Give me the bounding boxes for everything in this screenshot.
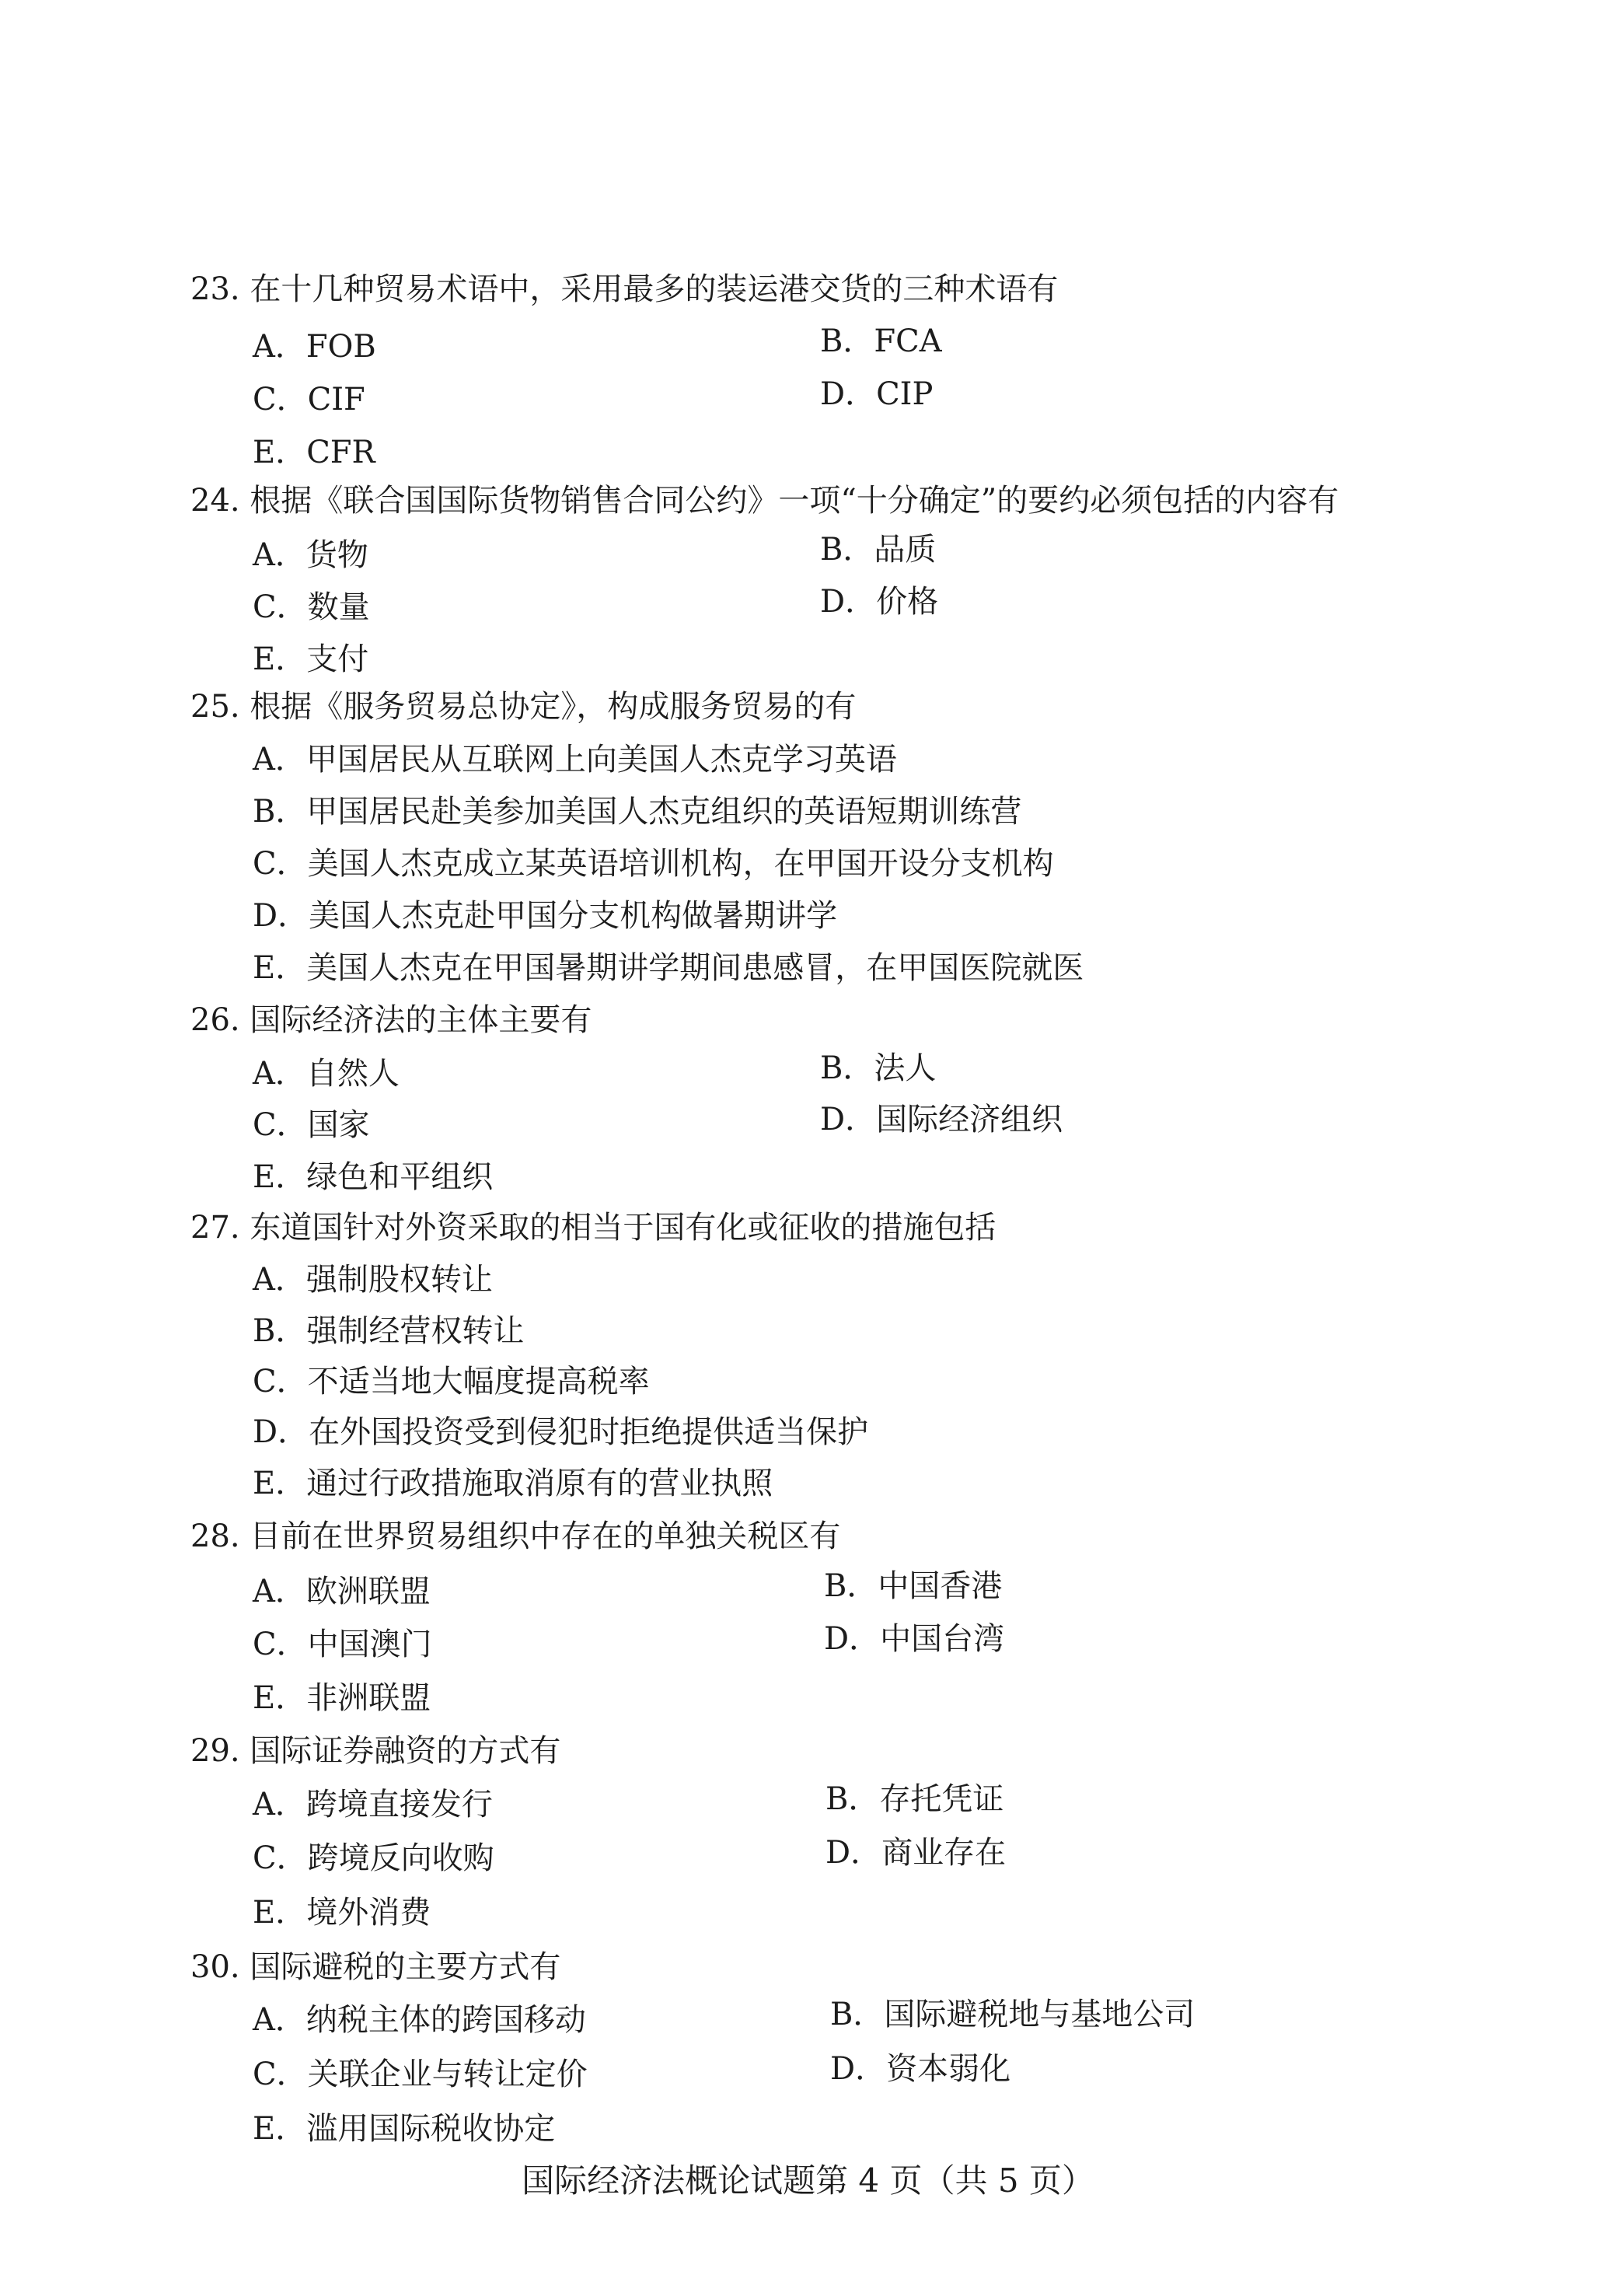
question-text: 在十几种贸易术语中，采用最多的装运港交货的三种术语有 <box>250 271 1059 307</box>
question-number: 28. <box>190 1518 240 1554</box>
question-26-stem <box>190 1001 592 1039</box>
question-27-option-e: E．通过行政措施取消原有的营业执照 <box>253 1466 773 1501</box>
question-28-option-c: C．中国澳门 <box>253 1627 432 1662</box>
question-25-option-e: E．美国人杰克在甲国暑期讲学期间患感冒，在甲国医院就医 <box>253 950 1084 986</box>
question-29-stem <box>190 1732 560 1770</box>
question-29-option-c: C．跨境反向收购 <box>253 1840 494 1876</box>
question-26-option-d: D．国际经济组织 <box>820 1102 1063 1138</box>
question-27-option-a: A．强制股权转让 <box>253 1262 493 1298</box>
question-26-option-e: E．绿色和平组织 <box>253 1159 494 1195</box>
question-number: 25. <box>190 689 240 725</box>
question-23-option-a: A．FOB <box>253 329 376 365</box>
question-24-option-b: B．品质 <box>820 532 937 568</box>
question-30-option-d: D．资本弱化 <box>830 2051 1011 2087</box>
question-23-stem <box>190 271 1058 308</box>
question-24-stem <box>190 482 1339 519</box>
question-number: 30. <box>190 1949 240 1985</box>
question-23-option-d: D．CIP <box>820 376 934 412</box>
question-text: 东道国针对外资采取的相当于国有化或征收的措施包括 <box>250 1210 996 1246</box>
question-30-stem <box>190 1948 560 1986</box>
question-number: 24. <box>190 483 240 519</box>
question-number: 23. <box>190 271 240 307</box>
question-28-option-b: B．中国香港 <box>824 1568 1003 1604</box>
question-28-option-d: D．中国台湾 <box>824 1621 1005 1657</box>
question-30-option-b: B．国际避税地与基地公司 <box>830 1997 1195 2032</box>
question-27-option-d: D．在外国投资受到侵犯时拒绝提供适当保护 <box>253 1414 869 1450</box>
question-30-option-a: A．纳税主体的跨国移动 <box>253 2002 586 2038</box>
question-29-option-e: E．境外消费 <box>253 1895 431 1931</box>
question-text: 国际经济法的主体主要有 <box>250 1002 592 1038</box>
question-23-option-c: C．CIF <box>253 382 365 418</box>
question-24-option-a: A．货物 <box>253 537 368 573</box>
question-28-option-e: E．非洲联盟 <box>253 1680 431 1716</box>
question-number: 27. <box>190 1210 240 1246</box>
question-30-option-e: E．滥用国际税收协定 <box>253 2111 556 2147</box>
question-text: 根据《服务贸易总协定》，构成服务贸易的有 <box>250 689 857 725</box>
question-26-option-c: C．国家 <box>253 1107 370 1143</box>
question-26-option-a: A．自然人 <box>253 1056 400 1092</box>
question-number: 26. <box>190 1002 240 1038</box>
question-text: 国际证券融资的方式有 <box>250 1733 561 1769</box>
question-text: 国际避税的主要方式有 <box>250 1949 561 1985</box>
question-28-option-a: A．欧洲联盟 <box>253 1574 431 1609</box>
question-27-option-c: C．不适当地大幅度提高税率 <box>253 1364 650 1400</box>
question-27-stem <box>190 1209 996 1246</box>
question-text: 目前在世界贸易组织中存在的单独关税区有 <box>250 1518 841 1554</box>
question-27-option-b: B．强制经营权转让 <box>253 1313 525 1349</box>
question-23-option-b: B．FCA <box>820 323 942 359</box>
question-25-option-c: C．美国人杰克成立某英语培训机构，在甲国开设分支机构 <box>253 846 1054 882</box>
question-29-option-a: A．跨境直接发行 <box>253 1787 493 1822</box>
question-25-option-a: A．甲国居民从互联网上向美国人杰克学习英语 <box>253 742 897 778</box>
question-29-option-d: D．商业存在 <box>825 1835 1007 1871</box>
question-number: 29. <box>190 1733 240 1769</box>
question-29-option-b: B．存托凭证 <box>825 1781 1004 1817</box>
question-24-option-d: D．价格 <box>820 584 939 620</box>
page-footer: 国际经济法概论试题第 4 页（共 5 页） <box>522 2161 1094 2200</box>
question-30-option-c: C．关联企业与转让定价 <box>253 2057 588 2092</box>
question-24-option-c: C．数量 <box>253 589 370 625</box>
question-25-option-d: D．美国人杰克赴甲国分支机构做暑期讲学 <box>253 898 838 934</box>
question-25-option-b: B．甲国居民赴美参加美国人杰克组织的英语短期训练营 <box>253 794 1022 830</box>
question-text: 根据《联合国国际货物销售合同公约》一项“十分确定”的要约必须包括的内容有 <box>250 483 1339 519</box>
question-25-stem <box>190 688 856 725</box>
question-23-option-e: E．CFR <box>253 435 375 470</box>
question-24-option-e: E．支付 <box>253 641 369 677</box>
question-28-stem <box>190 1518 840 1555</box>
question-26-option-b: B．法人 <box>820 1050 937 1086</box>
